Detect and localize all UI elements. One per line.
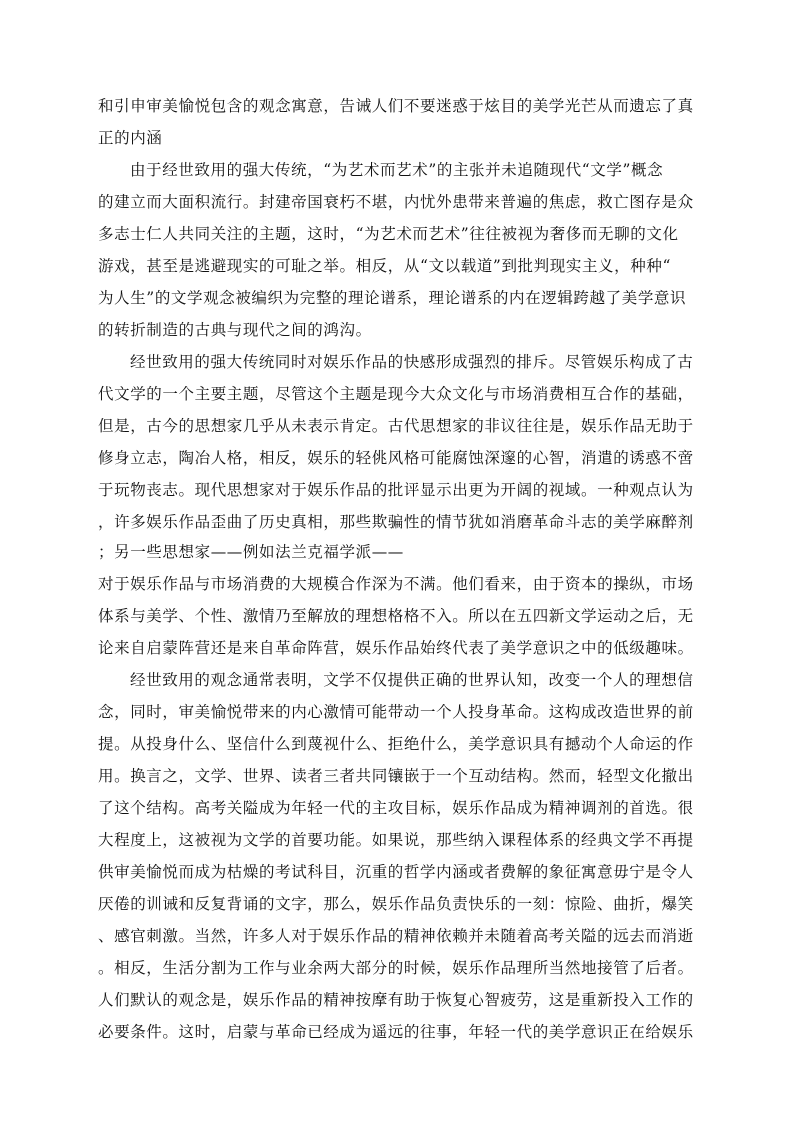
text-line: 但是，古今的思想家几乎从未表示肯定。古代思想家的非议往往是，娱乐作品无助于 — [98, 417, 694, 435]
text-line: 、感官刺激。当然，许多人对于娱乐作品的精神依赖并未随着高考关隘的远去而消逝 — [98, 927, 694, 945]
text-line: 多志士仁人共同关注的主题，这时，“为艺术而艺术”往往被视为奢侈而无聊的文化 — [98, 225, 679, 243]
paragraph-first-line: 由于经世致用的强大传统，“为艺术而艺术”的主张并未追随现代“文学”概念 — [130, 161, 664, 179]
text-line: 念，同时，审美愉悦带来的内心激情可能带动一个人投身革命。这构成改造世界的前 — [98, 703, 694, 721]
text-line: 用。换言之，文学、世界、读者三者共同镶嵌于一个互动结构。然而，轻型文化撤出 — [98, 767, 694, 785]
text-line: 大程度上，这被视为文学的首要功能。如果说，那些纳入课程体系的经典文学不再提 — [98, 831, 694, 849]
text-line: 供审美愉悦而成为枯燥的考试科目，沉重的哲学内涵或者费解的象征寓意毋宁是令人 — [98, 863, 694, 881]
text-line: 必要条件。这时，启蒙与革命已经成为遥远的往事，年轻一代的美学意识正在给娱乐 — [98, 1023, 694, 1041]
paragraph-first-line: 经世致用的观念通常表明，文学不仅提供正确的世界认知，改变一个人的理想信 — [130, 671, 694, 689]
text-line: 代文学的一个主要主题，尽管这个主题是现今大众文化与市场消费相互合作的基础， — [98, 385, 694, 403]
text-line: ；另一些思想家——例如法兰克福学派—— — [98, 543, 404, 561]
text-line: 的转折制造的古典与现代之间的鸿沟。 — [98, 321, 372, 339]
text-line: 游戏，甚至是逃避现实的可耻之举。相反，从“文以载道”到批判现实主义，种种“ — [98, 257, 671, 275]
text-line: 人们默认的观念是，娱乐作品的精神按摩有助于恢复心智疲劳，这是重新投入工作的 — [98, 991, 694, 1009]
text-line: 修身立志，陶冶人格，相反，娱乐的轻佻风格可能腐蚀深邃的心智，消遣的诱惑不啻 — [98, 449, 694, 467]
text-line: 体系与美学、个性、激情乃至解放的理想格格不入。所以在五四新文学运动之后，无 — [98, 607, 694, 625]
text-line: 论来自启蒙阵营还是来自革命阵营，娱乐作品始终代表了美学意识之中的低级趣味。 — [98, 639, 694, 657]
text-line: ，许多娱乐作品歪曲了历史真相，那些欺骗性的情节犹如消磨革命斗志的美学麻醉剂 — [98, 513, 694, 531]
paragraph-first-line: 经世致用的强大传统同时对娱乐作品的快感形成强烈的排斥。尽管娱乐构成了古 — [130, 353, 694, 371]
text-line: 。相反，生活分割为工作与业余两大部分的时候，娱乐作品理所当然地接管了后者。 — [98, 959, 694, 977]
text-line: 提。从投身什么、坚信什么到蔑视什么、拒绝什么，美学意识具有撼动个人命运的作 — [98, 735, 694, 753]
text-line: 正的内涵 — [98, 129, 163, 147]
text-line: 厌倦的训诫和反复背诵的文字，那么，娱乐作品负责快乐的一刻：惊险、曲折，爆笑 — [98, 895, 694, 913]
text-line: 了这个结构。高考关隘成为年轻一代的主攻目标，娱乐作品成为精神调剂的首选。很 — [98, 799, 694, 817]
text-line: 于玩物丧志。现代思想家对于娱乐作品的批评显示出更为开阔的视域。一种观点认为 — [98, 481, 694, 499]
text-line: 和引申审美愉悦包含的观念寓意，告诫人们不要迷惑于炫目的美学光芒从而遗忘了真 — [98, 97, 694, 115]
text-line: 的建立而大面积流行。封建帝国衰朽不堪，内忧外患带来普遍的焦虑，救亡图存是众 — [98, 193, 694, 211]
text-line: 对于娱乐作品与市场消费的大规模合作深为不满。他们看来，由于资本的操纵，市场 — [98, 575, 694, 593]
text-line: 为人生”的文学观念被编织为完整的理论谱系，理论谱系的内在逻辑跨越了美学意识 — [98, 289, 687, 307]
